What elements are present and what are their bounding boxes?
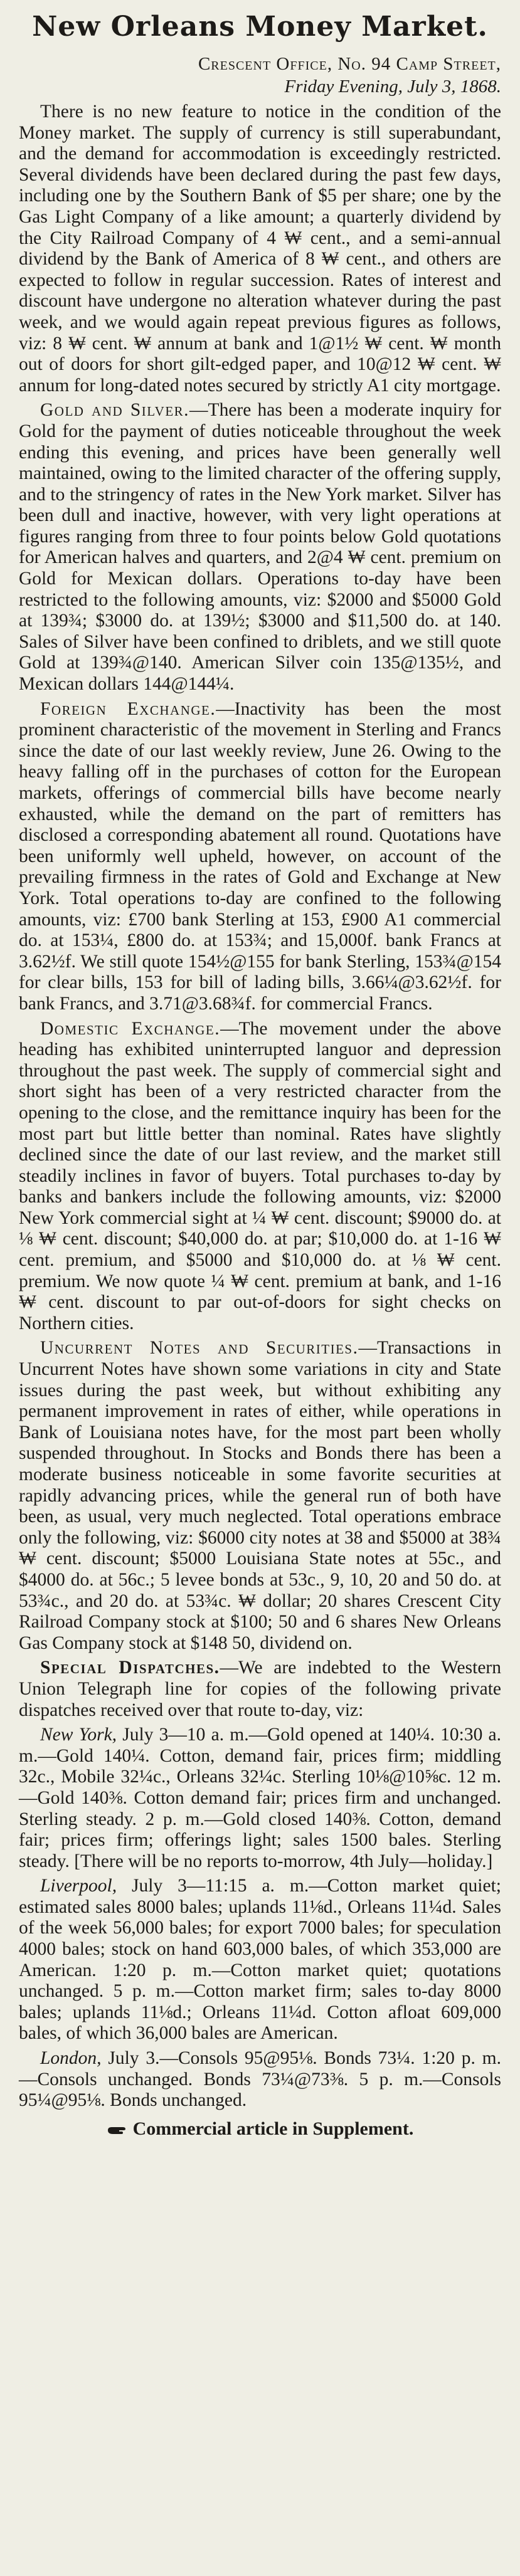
dispatch-liverpool <box>19 1876 501 2044</box>
dispatch-text: July 3—10 a. m.—Gold opened at 140¼. 10:30 a. m.—Gold 140¼. Cotton, demand fair, prices firm; middling 32c., Mobile 32¼c., Orleans 32¼c. Sterling 10⅛@10⅝c. 12 m.—Gold 140⅜. Cotton demand fair; prices firm and unchanged. Sterling steady. 2 p. m.—Gold closed 140⅜. Cotton, demand fair; prices firm; offerings light; sales 1500 bales. Sterling steady. [There will be no reports to-morrow, 4th July—holiday.] <box>19 1725 502 1871</box>
dispatch-new-york <box>19 1725 501 1872</box>
foreign-exchange-section <box>19 699 501 1015</box>
dispatch-text: July 3.—Consols 95@95⅛. Bonds 73¼. 1:20 p. m.—Consols unchanged. Bonds 73¼@73⅜. 5 p. m.—Consols 95¼@95⅛. Bonds unchanged. <box>19 2048 501 2111</box>
dateline-office-text: Crescent Office, No. 94 Camp Street, <box>198 54 501 74</box>
dispatch-city: Liverpool, <box>40 1876 117 1896</box>
uncurrent-notes-section <box>19 1338 501 1654</box>
uncurrent-notes-heading: Uncurrent Notes and Securities. <box>40 1338 359 1359</box>
foreign-exchange-heading: Foreign Exchange. <box>40 698 216 719</box>
dateline-date-row <box>19 75 501 98</box>
gold-silver-section <box>19 400 501 695</box>
special-dispatches-section <box>19 1658 501 1721</box>
masthead: New Orleans Money Market. <box>32 11 488 43</box>
pointing-hand-icon <box>107 2124 128 2137</box>
special-dispatches-text: —We are indebted to the Western Union Telegraph line for copies of the following private dispatches received over that route to-day, viz: <box>19 1658 501 1720</box>
dateline <box>19 53 501 98</box>
intro-paragraph: There is no new feature to notice in the condition of the Money market. The supply of currency is still superabundant, and the demand for accommodation is exceedingly restricted. Several dividends have been declared during the past few days, including one by the Southern Bank of $5 per share; one by the Gas Light Company of a like amount; a quarterly dividend by the City Railroad Company of 4 ₩ cent., and a semi-annual dividend by the Bank of America of 8 ₩ cent., and others are expected to follow in regular succession. Rates of interest and discount have undergone no alteration whatever during the past week, and we would again repeat previous figures as follows, viz: 8 ₩ cent. ₩ annum at bank and 1@1½ ₩ cent. ₩ month out of doors for short gilt-edged paper, and 10@12 ₩ cent. ₩ annum for long-dated notes secured by strictly A1 city mortgage. <box>19 102 501 396</box>
dispatch-city: London, <box>40 2048 102 2069</box>
dispatch-london <box>19 2048 501 2111</box>
gold-silver-heading: Gold and Silver. <box>40 400 190 421</box>
dispatch-text: July 3—11:15 a. m.—Cotton market quiet; estimated sales 8000 bales; uplands 11⅛d., Orleans 11¼d. Sales of the week 56,000 bales; for export 7000 bales; for speculation 4000 bales; stock on hand 603,000 bales, of which 353,000 are American. 1:20 p. m.—Cotton market quiet; quotations unchanged. 5 p. m.—Cotton market firm; sales to-day 8000 bales; uplands 11⅛d.; Orleans 11¼d. Cotton afloat 609,000 bales, of which 36,000 bales are American. <box>19 1876 501 2044</box>
gold-silver-text: —There has been a moderate inquiry for Gold for the payment of duties noticeable throughout the week ending this evening, and prices have been generally well maintained, owing to the limited character of the offering supply, and to the stringency of rates in the New York market. Silver has been dull and inactive, however, with very light operations at figures ranging from three to four points below Gold quotations for American halves and quarters, and 2@4 ₩ cent. premium on Gold for Mexican dollars. Operations to-day have been restricted to the following amounts, viz: $2000 and $5000 Gold at 139¾; $3000 do. at 139½; $3000 and $11,500 do. at 140. Sales of Silver have been confined to driblets, and we still quote Gold at 139¾@140. American Silver coin 135@135½, and Mexican dollars 144@144¼. <box>19 400 501 695</box>
dateline-date: Friday Evening, July 3, 1868. <box>284 76 501 97</box>
domestic-exchange-text: —The movement under the above heading has exhibited uninterrupted languor and depression throughout the past week. The supply of commercial sight and short sight has been of a very restricted character from the opening to the close, and the remittance inquiry has been for the most part but little better than nominal. Rates have slightly declined since the date of our last review, and the market still steadily inclines in favor of buyers. Total purchases to-day by banks and bankers include the following amounts, viz: $2000 New York commercial sight at ¼ ₩ cent. discount; $9000 do. at ⅛ ₩ cent. discount; $40,000 do. at par; $10,000 do. at 1-16 ₩ cent. premium, and $5000 and $10,000 do. at ⅛ ₩ cent. premium. We now quote ¼ ₩ cent. premium at bank, and 1-16 ₩ cent. discount to par out-of-doors for sight checks on Northern cities. <box>19 1018 501 1333</box>
uncurrent-notes-text: —Transactions in Uncurrent Notes have shown some variations in city and State issues during the past week, but without exhibiting any permanent improvement in rates of either, while operations in Bank of Louisiana notes have, for the most part been wholly suspended throughout. In Stocks and Bonds there has been a moderate business noticeable in some favorite securities at rapidly advancing prices, while the general run of both have been, as usual, very much neglected. Total operations embrace only the following, viz: $6000 city notes at 38 and $5000 at 38¾ ₩ cent. discount; $5000 Louisiana State notes at 55c., and $4000 do. at 56c.; 5 levee bonds at 53c., 9, 10, 20 and 50 do. at 53¾c., and 20 do. at 53¾c. ₩ dollar; 20 shares Crescent City Railroad Company stock at $100; 50 and 6 shares New Orleans Gas Company stock at $148 50, dividend on. <box>19 1338 502 1653</box>
domestic-exchange-section <box>19 1019 501 1335</box>
dateline-office <box>19 53 501 75</box>
domestic-exchange-heading: Domestic Exchange. <box>40 1018 221 1039</box>
supplement-notice-text: Commercial article in Supplement. <box>132 2118 414 2139</box>
foreign-exchange-text: —Inactivity has been the most prominent characteristic of the movement in Sterling and Francs since the date of our last weekly review, June 26. Owing to the heavy falling off in the purchases of cotton for the European markets, offerings of commercial bills have become nearly exhausted, while the demand on the part of remitters has disclosed a corresponding abatement all round. Quotations have been uniformly well upheld, however, on account of the prevailing firmness in the rates of Gold and Exchange at New York. Total operations to-day are confined to the following amounts, viz: £700 bank Sterling at 153, £900 A1 commercial do. at 153¼, £800 do. at 153¾; and 15,000f. bank Francs at 3.62½f. We still quote 154½@155 for bank Sterling, 153¾@154 for clear bills, 153 for bill of lading bills, 3.66¼@3.62½f. for bank Francs, and 3.71@3.68¾f. for commercial Francs. <box>19 698 502 1014</box>
dispatch-city: New York, <box>40 1725 117 1745</box>
special-dispatches-heading: Special Dispatches. <box>40 1658 220 1678</box>
supplement-notice <box>19 2118 501 2140</box>
